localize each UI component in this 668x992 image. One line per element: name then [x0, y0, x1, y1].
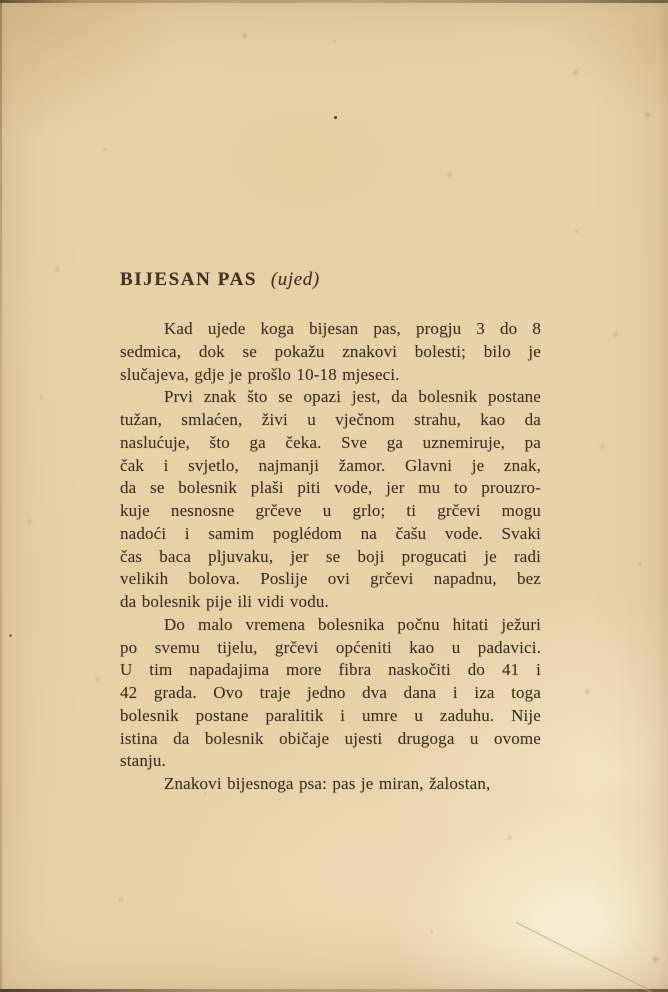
text-line: kuje nesnosne grčeve u grlo; ti grčevi mogu [120, 501, 541, 520]
text-line: sedmica, dok se pokažu znakovi bolesti; bilo je [120, 341, 541, 361]
text-line: čak i svjetlo, najmanji žamor. Glavni je znak, [120, 455, 541, 475]
text-line: Kad ujede koga bijesan pas, progju 3 do 8 [164, 319, 541, 338]
chapter-title: BIJESAN PAS [120, 269, 258, 290]
chapter-heading [120, 269, 541, 291]
paragraph-3 [120, 614, 541, 773]
text-line: tužan, smlaćen, živi u vječnom strahu, kao da [120, 410, 541, 429]
chapter-annotation-italic: (ujed) [270, 269, 320, 290]
text-line: čas baca pljuvaku, jer se boji progucati je radi [120, 546, 541, 566]
text-line: po svemu tijelu, grčevi općeniti kao u padavici. [120, 637, 541, 657]
text-line: velikih bolova. Poslije ovi grčevi napadnu, bez [120, 569, 541, 589]
text-line: bolesnik postane paralitik i umre u zaduhu. Nije [120, 705, 541, 725]
text-line: U tim napadajima more fibra naskočiti do 41 i [120, 660, 541, 680]
text-line: da bolesnik pije ili vidi vodu. [120, 592, 329, 611]
paper-crease [516, 922, 668, 992]
text-line: istina da bolesnik običaje ujesti drugoga u ovome [120, 728, 541, 748]
text-line: Prvi znak što se opazi jest, da bolesnik postane [164, 387, 541, 407]
text-line: 42 grada. Ovo traje jedno dva dana i iza toga [120, 683, 541, 702]
text-line: nadoći i samim poglédom na čašu vode. Svaki [120, 523, 541, 543]
text-line: stanju. [120, 751, 166, 771]
paragraph-2 [120, 386, 541, 614]
text-line: slučajeva, gdje je prošlo 10-18 mjeseci. [120, 364, 400, 384]
text-line: da se bolesnik plaši piti vode, jer mu to prouzro- [120, 478, 541, 498]
paragraph-1 [120, 318, 541, 386]
scan-edge-left [0, 0, 2, 992]
scan-edge-top [0, 0, 668, 3]
text-line: naslućuje, što ga čeka. Sve ga uznemiruje, pa [120, 432, 541, 452]
text-line: Do malo vremena bolesnika počnu hitati ježuri [164, 614, 541, 634]
text-line: Znakovi bijesnoga psa: pas je miran, žalostan, [164, 774, 491, 793]
page-content [120, 269, 541, 796]
paragraph-4 [120, 773, 541, 796]
